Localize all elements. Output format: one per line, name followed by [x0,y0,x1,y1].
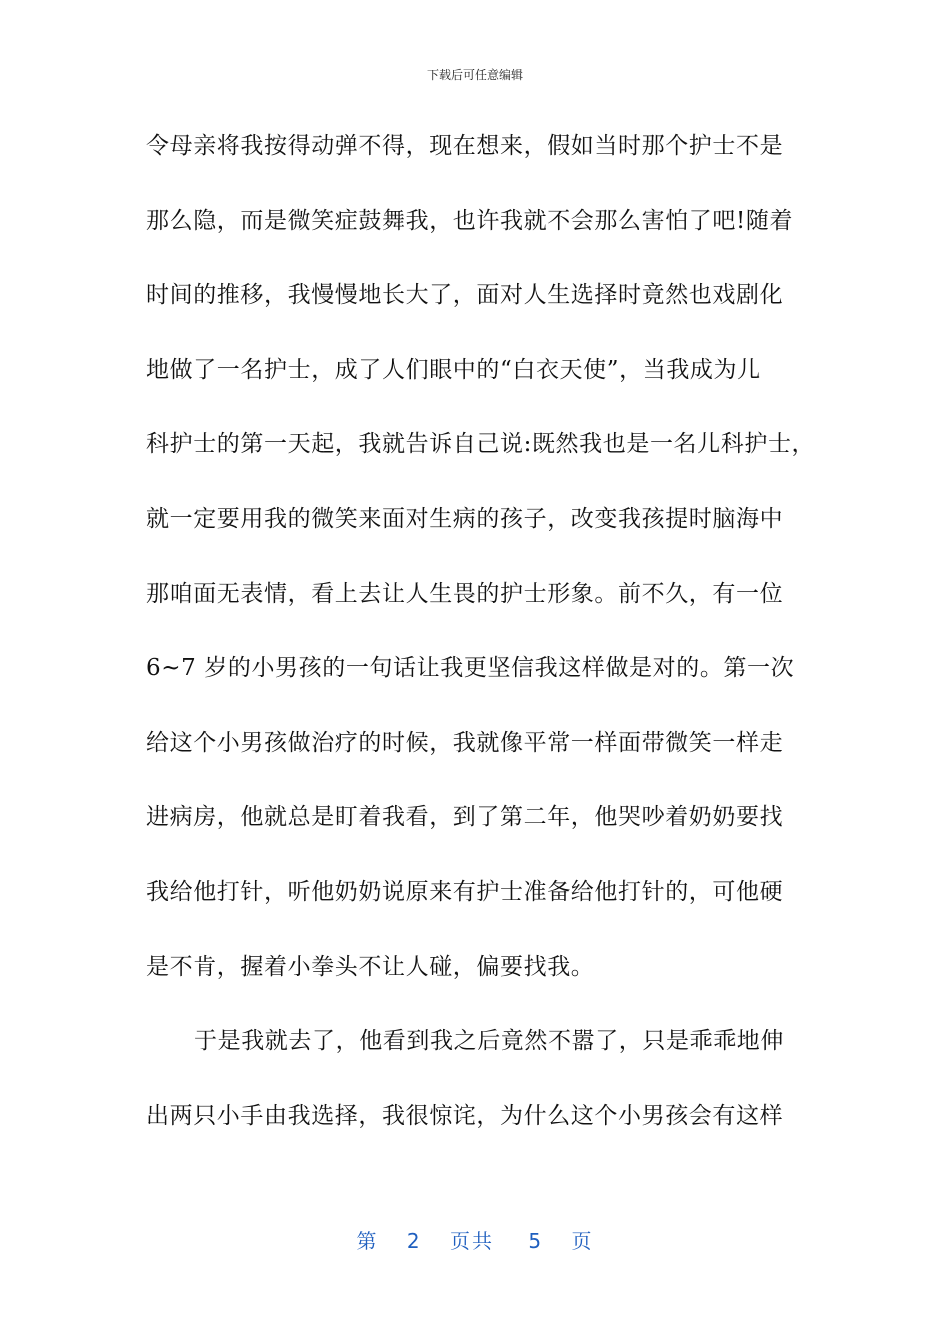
text-line: 时间的推移，我慢慢地长大了，面对人生选择时竟然也戏剧化 [146,282,784,309]
text-line: 进病房，他就总是盯着我看，到了第二年，他哭吵着奶奶要找 [146,804,784,831]
text-line: 我给他打针，听他奶奶说原来有护士准备给他打针的，可他硬 [146,878,784,905]
text-line: 给这个小男孩做治疗的时候，我就像平常一样面带微笑一样走 [146,729,784,756]
page-header [0,66,950,83]
paragraph-first-line: 于是我就去了，他看到我之后竟然不嚣了，只是乖乖地伸 [194,1028,784,1055]
text-line: 出两只小手由我选择，我很惊诧，为什么这个小男孩会有这样 [146,1102,784,1129]
text-line: 令母亲将我按得动弹不得，现在想来，假如当时那个护士不是 [146,133,784,159]
text-line: 地做了一名护士，成了人们眼中的“白衣天使”，当我成为儿 [146,356,761,383]
total-pages-number: 5 [528,1229,544,1253]
footer-suffix: 页 [571,1229,594,1253]
footer-prefix: 第 [356,1229,379,1253]
text-line: 是不肯，握着小拳头不让人碰，偏要找我。 [146,953,595,980]
current-page-number: 2 [406,1229,422,1253]
footer-middle: 页共 [450,1229,494,1253]
page-footer [0,1225,950,1254]
text-line: 6~7 岁的小男孩的一句话让我更坚信我这样做是对的。第一次 [146,655,795,682]
text-line: 就一定要用我的微笑来面对生病的孩子，改变我孩提时脑海中 [146,505,784,532]
text-line: 那么隐，而是微笑症鼓舞我，也许我就不会那么害怕了吧!随着 [146,207,794,234]
header-text: 下载后可任意编辑 [426,68,523,82]
document-body [146,121,836,1165]
text-line: 科护士的第一天起，我就告诉自己说:既然我也是一名儿科护士， [146,431,816,458]
text-line: 那咱面无表情，看上去让人生畏的护士形象。前不久，有一位 [146,580,784,607]
